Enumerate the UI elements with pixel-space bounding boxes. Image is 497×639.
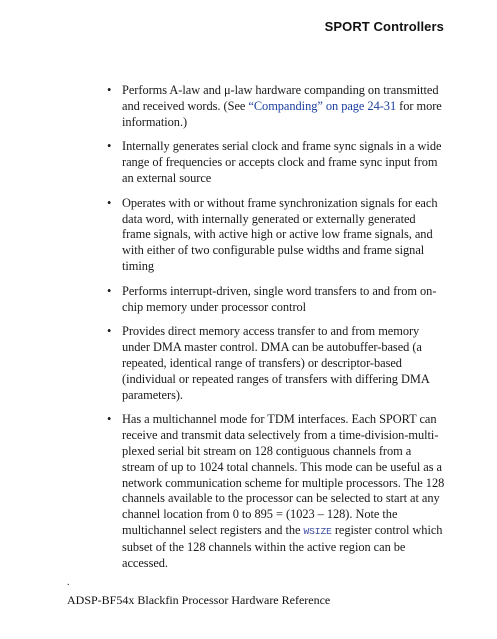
bullet-icon: • (107, 412, 112, 427)
bullet-companding (107, 83, 445, 130)
bullet-icon: • (107, 195, 112, 210)
bullet-icon: • (107, 324, 112, 339)
bullet-text: Has a multichannel mode for TDM interfaces. Each SPORT can receive and transmit data selectively from a time-division-multi-plexed serial bit stream on 128 contiguous channels from a stream of up to 1024 total channels. This mode can be useful as a network communication scheme for multiple processors. The 128 channels available to the processor can be selected to start at any channel location from 0 to 895 = (1023 – 128). Note the multichannel select registers and the (122, 412, 445, 537)
bullet-text-tail: register control which subset of the 128 channels within the active region can be accessed. (122, 522, 443, 570)
footer-book-title: ADSP-BF54x Blackfin Processor Hardware Reference (67, 593, 331, 607)
bullet-frame-sync (107, 196, 445, 275)
feature-bullet-list (107, 83, 445, 580)
bullet-icon: • (107, 283, 112, 298)
bullet-text-tail: for more information.) (122, 98, 442, 129)
bullet-text: Performs interrupt-driven, single word transfers to and from on-chip memory under processor control (122, 283, 437, 314)
bullet-clock-generation (107, 139, 445, 186)
footer-dot: . (67, 577, 70, 588)
bullet-text: Performs A-law and μ-law hardware companding on transmitted and received words. (See (122, 83, 439, 113)
bullet-interrupt-transfers (107, 284, 445, 316)
bullet-icon: • (107, 139, 112, 154)
bullet-dma-transfers (107, 324, 445, 403)
bullet-multichannel-mode (107, 412, 445, 571)
bullet-text: Provides direct memory access transfer to and from memory under DMA master control. DMA can be autobuffer-based (a repeated, identical range of transfers) or descriptor-based (individual or repeated ranges of transfers with differing DMA parameters). (122, 324, 430, 402)
running-header-title: SPORT Controllers (324, 19, 444, 34)
bullet-text: Operates with or without frame synchronization signals for each data word, with internally generated or externally generated frame signals, with active high or active low frame signals, and with either of two configurable pulse widths and frame signal timing (122, 195, 438, 273)
wsize-register-name: WSIZE (303, 525, 332, 537)
companding-cross-reference-link[interactable]: “Companding” on page 24-31 (248, 98, 397, 113)
bullet-text: Internally generates serial clock and frame sync signals in a wide range of frequencies or accepts clock and frame sync input from an external source (122, 139, 442, 185)
bullet-icon: • (107, 83, 112, 97)
